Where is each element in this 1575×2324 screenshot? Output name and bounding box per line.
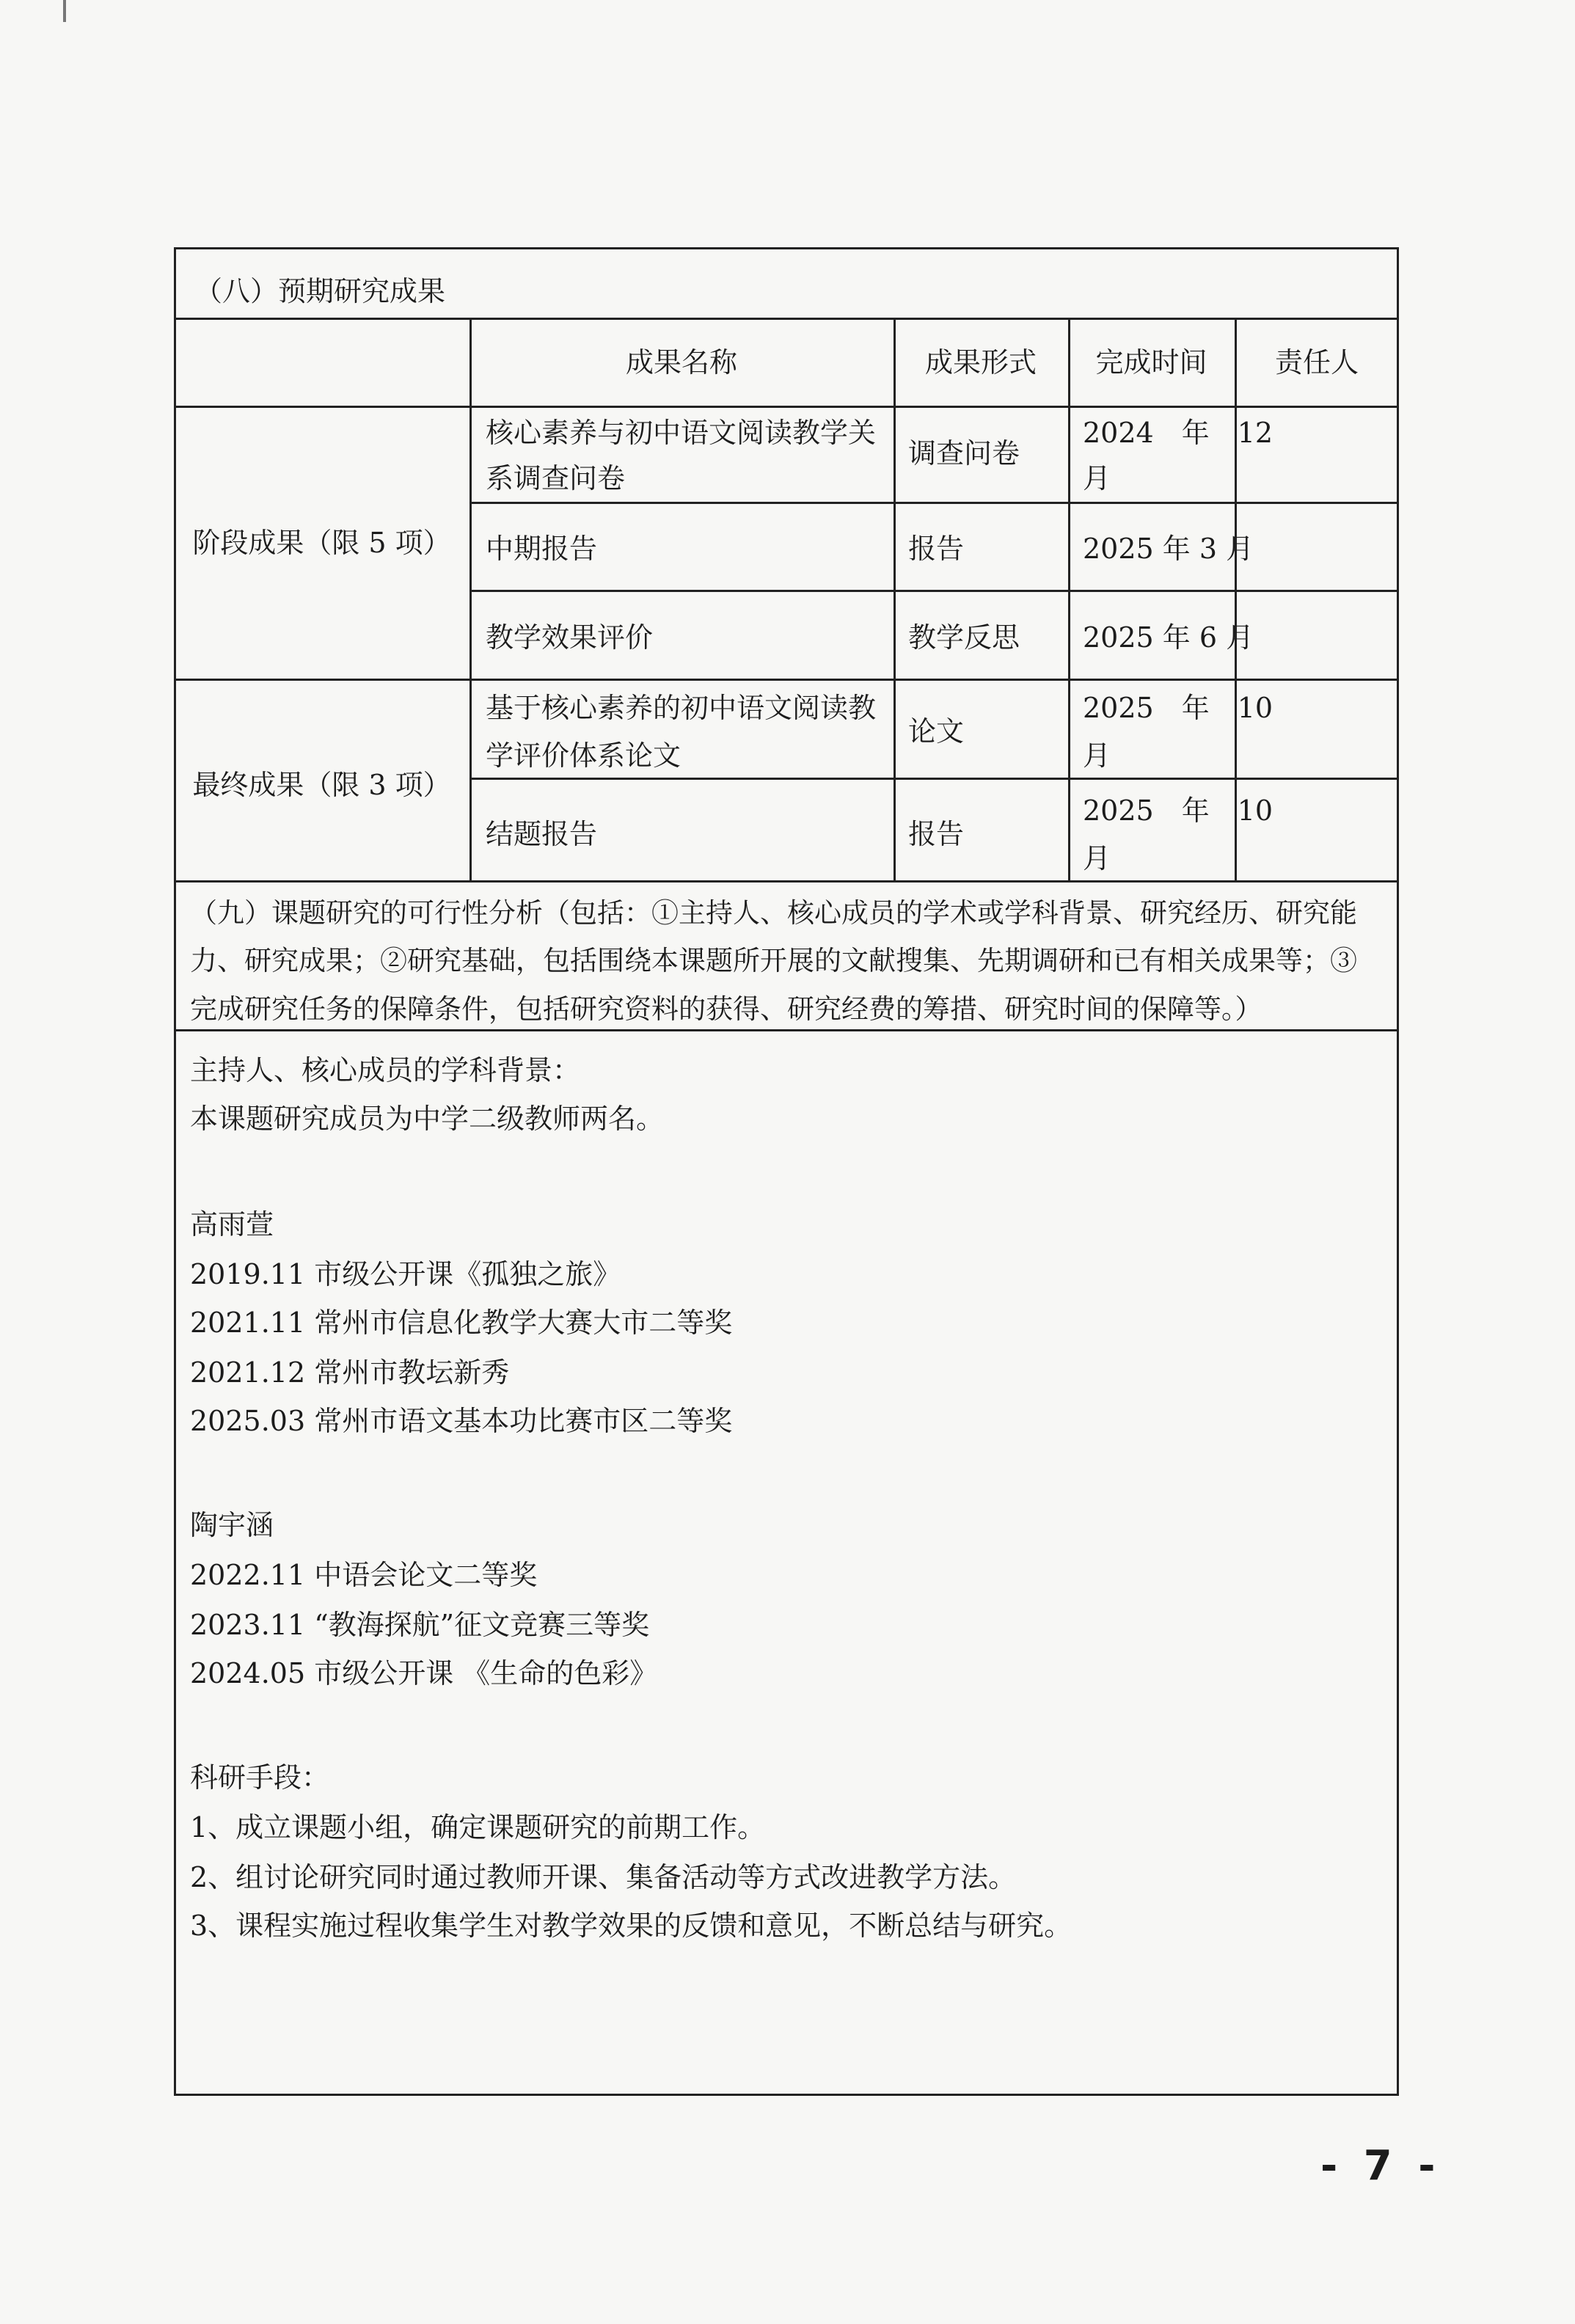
table-cell-form: 教学反思 — [908, 621, 1020, 654]
rule — [174, 880, 1399, 883]
rule — [174, 679, 1399, 681]
method-item: 3、课程实施过程收集学生对教学效果的反馈和意见，不断总结与研究。 — [190, 1910, 1072, 1942]
member-achievement: 2021.12 常州市教坛新秀 — [190, 1356, 510, 1389]
table-cell-time: 月 — [1083, 739, 1111, 772]
rule — [174, 1029, 1399, 1031]
section-8-title: （八）预期研究成果 — [194, 275, 446, 307]
background-text: 本课题研究成员为中学二级教师两名。 — [190, 1103, 665, 1135]
col-header-name: 成果名称 — [625, 346, 737, 379]
rule — [469, 590, 1399, 592]
col-header-owner: 责任人 — [1274, 346, 1359, 379]
table-cell-form: 报告 — [908, 533, 965, 565]
table-cell-form: 调查问卷 — [908, 437, 1020, 469]
stage-results-label: 阶段成果（限 5 项） — [192, 527, 451, 559]
col-header-form: 成果形式 — [924, 346, 1037, 379]
section-9-title-line: （九）课题研究的可行性分析（包括：①主持人、核心成员的学术或学科背景、研究经历、研究能 — [190, 897, 1357, 929]
final-results-label: 最终成果（限 3 项） — [192, 769, 451, 801]
rule — [1068, 318, 1070, 880]
table-cell-name: 中期报告 — [486, 533, 598, 565]
section-9-title-line: 完成研究任务的保障条件，包括研究资料的获得、研究经费的筹措、研究时间的保障等。） — [190, 993, 1262, 1025]
rule — [469, 502, 1399, 504]
background-heading: 主持人、核心成员的学科背景： — [190, 1054, 581, 1086]
member-name: 陶宇涵 — [190, 1509, 274, 1541]
rule — [174, 318, 1399, 320]
table-cell-name: 教学效果评价 — [486, 621, 654, 654]
scan-edge-mark — [63, 0, 66, 22]
table-cell-time: 月 — [1083, 842, 1111, 874]
rule — [469, 778, 1399, 780]
method-item: 2、组讨论研究同时通过教师开课、集备活动等方式改进教学方法。 — [190, 1861, 1017, 1893]
table-cell-name: 核心素养与初中语文阅读教学关 — [486, 417, 877, 449]
member-achievement: 2019.11 市级公开课《孤独之旅》 — [190, 1258, 621, 1290]
table-cell-time: 2025 年 10 — [1083, 692, 1273, 724]
table-cell-name: 学评价体系论文 — [486, 739, 681, 772]
member-achievement: 2024.05 市级公开课 《生命的色彩》 — [190, 1657, 658, 1689]
rule — [894, 318, 896, 880]
rule — [469, 318, 472, 880]
table-cell-name: 基于核心素养的初中语文阅读教 — [486, 692, 877, 724]
method-item: 1、成立课题小组，确定课题研究的前期工作。 — [190, 1811, 766, 1844]
table-cell-time: 月 — [1083, 462, 1111, 494]
member-achievement: 2021.11 常州市信息化教学大赛大市二等奖 — [190, 1307, 733, 1339]
table-cell-form: 报告 — [908, 818, 965, 850]
section-9-title-line: 力、研究成果；②研究基础，包括围绕本课题所开展的文献搜集、先期调研和已有相关成果等；③ — [190, 945, 1357, 976]
table-cell-time: 2025 年 3 月 — [1083, 533, 1254, 565]
col-header-time: 完成时间 — [1095, 346, 1207, 379]
member-achievement: 2023.11 “教海探航”征文竞赛三等奖 — [190, 1609, 650, 1641]
member-name: 高雨萱 — [190, 1208, 274, 1240]
table-cell-name: 结题报告 — [486, 818, 598, 850]
methods-heading: 科研手段： — [190, 1761, 330, 1794]
table-cell-time: 2025 年 6 月 — [1083, 621, 1254, 654]
member-achievement: 2025.03 常州市语文基本功比赛市区二等奖 — [190, 1405, 733, 1437]
rule — [174, 406, 1399, 408]
table-cell-name: 系调查问卷 — [486, 462, 626, 494]
page-number: - 7 - — [1320, 2142, 1441, 2190]
table-cell-time: 2025 年 10 — [1083, 794, 1273, 827]
table-cell-time: 2024 年 12 — [1083, 417, 1273, 449]
table-cell-form: 论文 — [908, 715, 965, 748]
member-achievement: 2022.11 中语会论文二等奖 — [190, 1559, 538, 1591]
